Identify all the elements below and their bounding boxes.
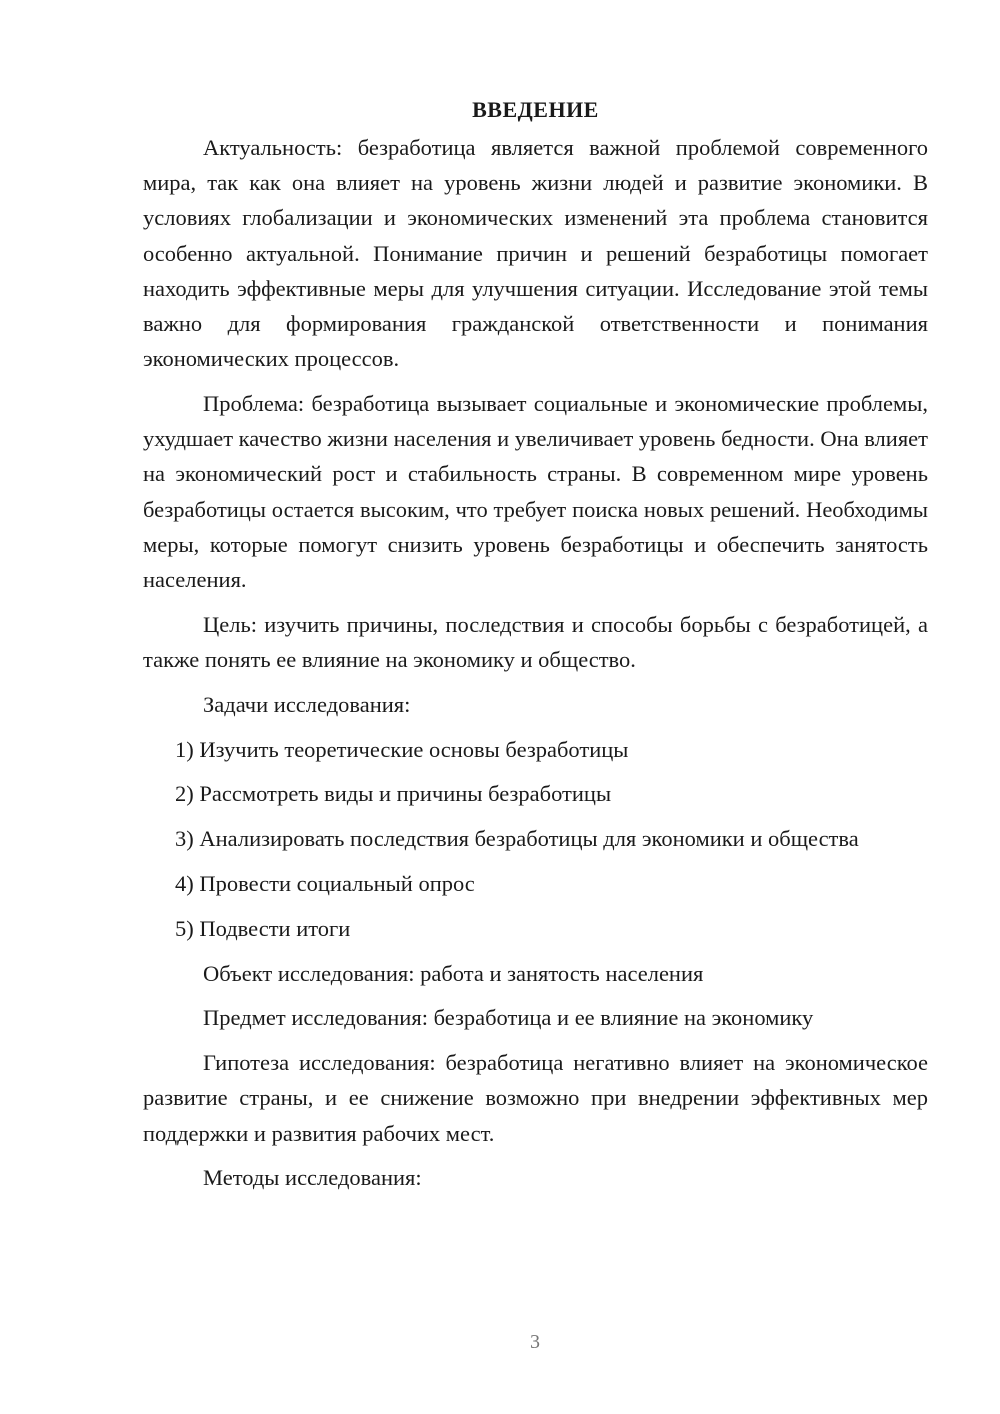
task-item-4: 4) Провести социальный опрос: [175, 871, 475, 897]
tasks-title: Задачи исследования:: [203, 691, 411, 717]
object-paragraph: Объект исследования: работа и занятость населения: [203, 960, 704, 986]
task-item-2: 2) Рассмотреть виды и причины безработицы: [175, 781, 612, 807]
goal-paragraph: Цель: изучить причины, последствия и способы борьбы с безработицей, а также понять ее влияние на экономику и общество.: [143, 611, 928, 673]
subject-paragraph: Предмет исследования: безработица и ее влияние на экономику: [203, 1005, 814, 1031]
problem-paragraph: Проблема: безработица вызывает социальные и экономические проблемы, ухудшает качество жизни населения и увеличивает уровень бедности. Она влияет на экономический рост и стабильность страны. В современном мире уровень безработицы остается высоким, что требует поиска новых решений. Необходимы меры, которые помогут снизить уровень безработицы и обеспечить занятость населения.: [143, 391, 928, 593]
page-number: 3: [530, 1331, 540, 1353]
page-title: ВВЕДЕНИЕ: [472, 97, 599, 122]
task-item-5: 5) Подвести итоги: [175, 915, 351, 941]
relevance-paragraph: Актуальность: безработица является важной проблемой современного мира, так как она влияет на уровень жизни людей и развитие экономики. В условиях глобализации и экономических изменений эта проблема становится особенно актуальной. Понимание причин и решений безработицы помогает находить эффективные меры для улучшения ситуации. Исследование этой темы важно для формирования гражданской ответственности и понимания экономических процессов.: [143, 135, 928, 372]
task-item-3: 3) Анализировать последствия безработицы для экономики и общества: [175, 826, 859, 852]
document-page: [143, 92, 928, 1205]
task-item-1: 1) Изучить теоретические основы безработицы: [175, 736, 629, 762]
methods-title: Методы исследования:: [203, 1165, 422, 1191]
hypothesis-paragraph: Гипотеза исследования: безработица негативно влияет на экономическое развитие страны, и ее снижение возможно при внедрении эффективных мер поддержки и развития рабочих мест.: [143, 1050, 928, 1146]
